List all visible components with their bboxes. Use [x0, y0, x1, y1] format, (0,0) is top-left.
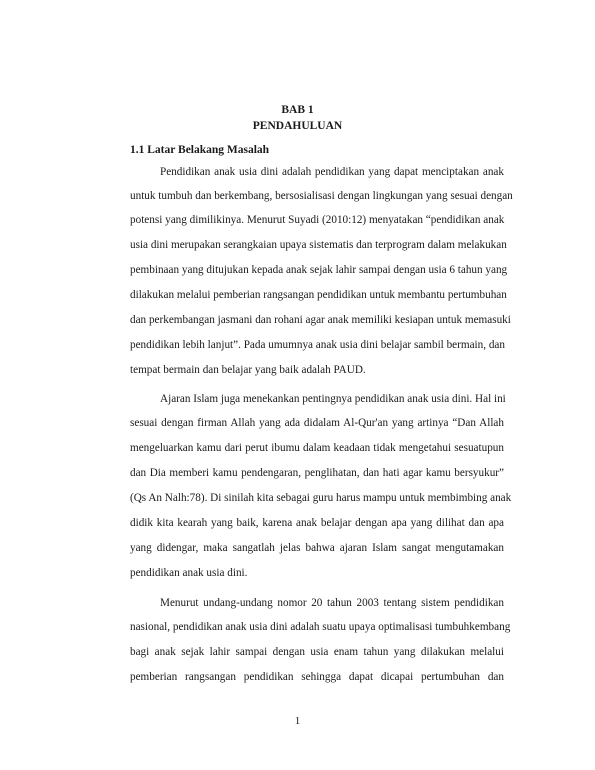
- paragraph-line: pemberian rangsangan pendidikan sehingga dapat dicapai pertumbuhan dan: [130, 671, 504, 683]
- paragraph-line: (Qs An Nalh:78). Di sinilah kita sebagai guru harus mampu untuk membimbing anak: [130, 492, 512, 504]
- paragraph-line: usia dini merupakan serangkaian upaya sistematis dan terprogram dalam melakukan: [130, 239, 507, 251]
- paragraph-line: dan perkembangan jasmani dan rohani agar anak memiliki kesiapan untuk memasuki: [130, 314, 511, 326]
- paragraph-line: bagi anak sejak lahir sampai dengan usia enam tahun yang dilakukan melalui: [130, 646, 504, 658]
- paragraph-line: dilakukan melalui pemberian rangsangan pendidikan untuk membantu pertumbuhan: [130, 289, 507, 301]
- paragraph-line: nasional, pendidikan anak usia dini adalah suatu upaya optimalisasi tumbuhkembang: [130, 621, 511, 633]
- chapter-number: BAB 1: [281, 104, 314, 116]
- paragraph-line: Ajaran Islam juga menekankan pentingnya pendidikan anak usia dini. Hal ini: [160, 393, 506, 405]
- paragraph-line: tempat bermain dan belajar yang baik adalah PAUD.: [130, 364, 366, 376]
- page-number: 1: [294, 715, 301, 727]
- paragraph-line: didik kita kearah yang baik, karena anak belajar dengan apa yang dilihat dan apa: [130, 517, 504, 529]
- paragraph-line: sesuai dengan firman Allah yang ada didalam Al-Qur'an yang artinya “Dan Allah: [130, 417, 504, 429]
- chapter-title: PENDAHULUAN: [252, 120, 343, 132]
- paragraph-line: pendidikan lebih lanjut”. Pada umumnya anak usia dini belajar sambil bermain, dan: [130, 339, 505, 351]
- paragraph-line: yang didengar, maka sangatlah jelas bahwa ajaran Islam sangat mengutamakan: [130, 542, 504, 554]
- paragraph-line: dan Dia memberi kamu pendengaran, penglihatan, dan hati agar kamu bersyukur”: [130, 467, 504, 479]
- paragraph-line: Pendidikan anak usia dini adalah pendidikan yang dapat menciptakan anak: [160, 166, 504, 178]
- paragraph-line: pendidikan anak usia dini.: [130, 567, 248, 579]
- paragraph-line: untuk tumbuh dan berkembang, bersosialisasi dengan lingkungan yang sesuai dengan: [130, 190, 513, 202]
- paragraph-line: mengeluarkan kamu dari perut ibumu dalam keadaan tidak mengetahui sesuatupun: [130, 442, 504, 454]
- paragraph-line: potensi yang dimilikinya. Menurut Suyadi (2010:12) menyatakan “pendidikan anak: [130, 214, 505, 226]
- paragraph-line: Menurut undang-undang nomor 20 tahun 2003 tentang sistem pendidikan: [160, 597, 504, 609]
- paragraph-line: pembinaan yang ditujukan kepada anak sejak lahir sampai dengan usia 6 tahun yang: [130, 264, 508, 276]
- section-heading: 1.1 Latar Belakang Masalah: [130, 144, 270, 156]
